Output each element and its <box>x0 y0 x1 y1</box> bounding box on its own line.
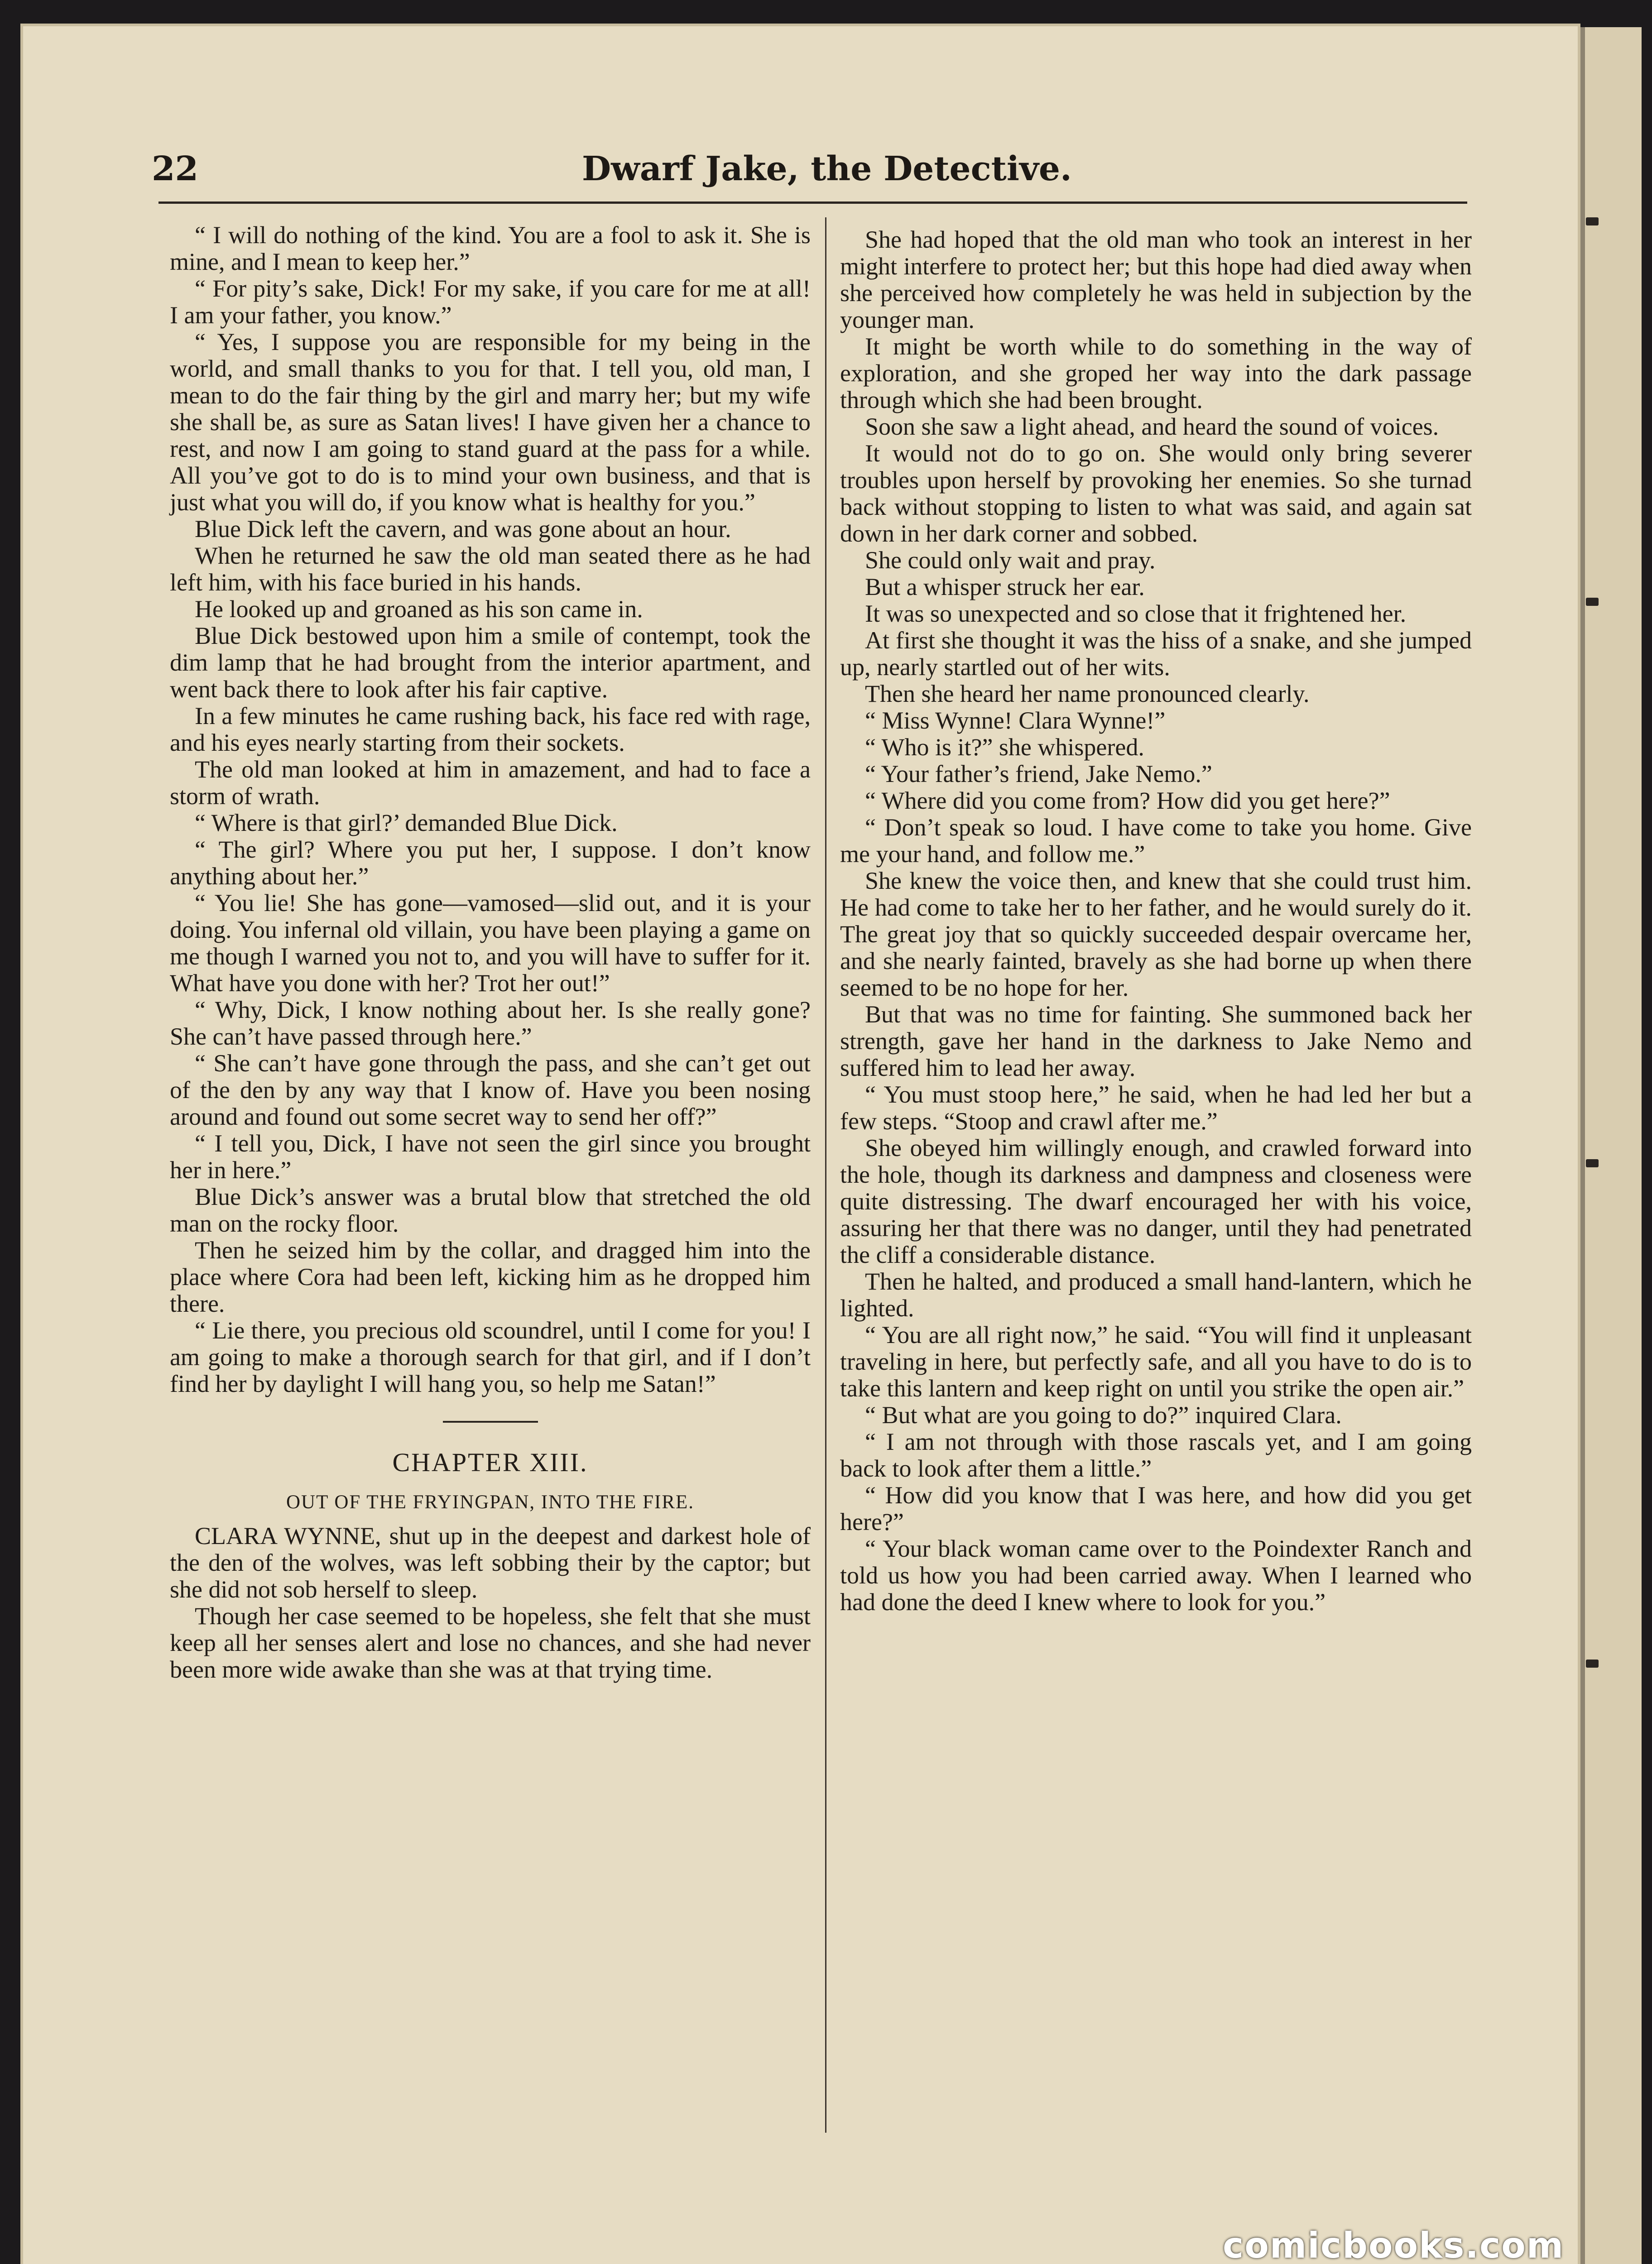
binding-staple <box>1586 1660 1599 1668</box>
paragraph: The old man looked at him in amazement, and had to face a storm of wrath. <box>170 756 811 810</box>
paragraph: “ I will do nothing of the kind. You are a fool to ask it. She is mine, and I mean to keep her.” <box>170 221 811 275</box>
watermark: comicbooks.com <box>1223 2226 1565 2264</box>
running-title: Dwarf Jake, the Detective. <box>582 149 1072 188</box>
header-rule <box>158 201 1467 204</box>
paragraph: Blue Dick bestowed upon him a smile of contempt, took the dim lamp that he had brought from the interior apartment, and went back there to look after his fair captive. <box>170 622 811 703</box>
paragraph: “ I tell you, Dick, I have not seen the girl since you brought her in here.” <box>170 1130 811 1184</box>
paragraph: CLARA WYNNE, shut up in the deepest and darkest hole of the den of the wolves, was left sobbing their by the captor; but she did not sob herself to sleep. <box>170 1522 811 1603</box>
paragraph: It was so unexpected and so close that it frightened her. <box>865 600 1407 627</box>
paragraph: Then he seized him by the collar, and dragged him into the place where Cora had been left, kicking him as he dropped him there. <box>170 1237 811 1317</box>
paragraph: “ Miss Wynne! Clara Wynne!” <box>865 707 1166 734</box>
paragraph: Then he halted, and produced a small hand-lantern, which he lighted. <box>840 1268 1472 1322</box>
paragraph: “ Where is that girl?’ demanded Blue Dick. <box>195 809 618 836</box>
paragraph: Blue Dick’s answer was a brutal blow that stretched the old man on the rocky floor. <box>170 1183 811 1237</box>
paragraph: “ Who is it?” she whispered. <box>865 734 1144 761</box>
paragraph: Then she heard her name pronounced clearly. <box>865 680 1310 707</box>
binding-staple <box>1586 217 1599 225</box>
paragraph: “ Why, Dick, I know nothing about her. Is she really gone? She can’t have passed through here.” <box>170 996 811 1050</box>
paragraph: “ Don’t speak so loud. I have come to take you home. Give me your hand, and follow me.” <box>840 814 1472 868</box>
paragraph: “ Yes, I suppose you are responsible for my being in the world, and small thanks to you for that. I tell you, old man, I mean to do the fair thing by the girl and marry her; but my wife she shall be, as sure as Satan lives! I have given her a chance to rest, and now I am going to stand guard at the pass for a while. All you’ve got to do is to mind your own business, and that is just what you will do, if you know what is healthy for you.” <box>170 328 811 516</box>
paragraph: Blue Dick left the cavern, and was gone about an hour. <box>195 515 731 542</box>
binding-staple <box>1586 1159 1599 1167</box>
paragraph: She knew the voice then, and knew that she could trust him. He had come to take her to her father, and he would surely do it. The great joy that so quickly succeeded despair overcame her, and she nearly fainted, bravely as she had borne up when there seemed to be no hope for her. <box>840 867 1472 1001</box>
binding-staple <box>1586 598 1599 606</box>
paragraph: In a few minutes he came rushing back, his face red with rage, and his eyes nearly starting from their sockets. <box>170 702 811 756</box>
paragraph: When he returned he saw the old man seated there as he had left him, with his face buried in his hands. <box>170 542 811 596</box>
paragraph: “ You lie! She has gone—vamosed—slid out, and it is your doing. You infernal old villain, you have been playing a game on me though I warned you not to, and you will have to suffer for it. What have you done with her? Trot her out!” <box>170 889 811 997</box>
paragraph: She obeyed him willingly enough, and crawled forward into the hole, though its darkness and dampness and closeness were quite distressing. The dwarf encouraged her with his voice, assuring her that there was no danger, until they had penetrated the cliff a considerable distance. <box>840 1134 1472 1268</box>
paragraph: It would not do to go on. She would only bring severer troubles upon herself by provoking her enemies. So she turnad back without stopping to listen to what was said, and again sat down in her dark corner and sobbed. <box>840 440 1472 547</box>
left-column <box>170 222 811 1683</box>
paragraph: She could only wait and pray. <box>865 547 1156 574</box>
paragraph: Though her case seemed to be hopeless, she felt that she must keep all her senses alert and lose no chances, and she had never been more wide awake than she was at that trying time. <box>170 1602 811 1683</box>
paragraph: She had hoped that the old man who took an interest in her might interfere to protect her; but this hope had died away when she perceived how completely he was held in subjection by the younger man. <box>840 226 1472 333</box>
paragraph: “ For pity’s sake, Dick! For my sake, if you care for me at all! I am your father, you know.” <box>170 275 811 329</box>
paragraph: It might be worth while to do something in the way of exploration, and she groped her way into the dark passage through which she had been brought. <box>840 333 1472 413</box>
chapter-title: CHAPTER XIII. <box>392 1448 588 1477</box>
page-number: 22 <box>152 149 198 188</box>
page-header <box>0 0 1560 195</box>
next-page-edge <box>1580 27 1642 2264</box>
paragraph: “ Where did you come from? How did you get here?” <box>865 787 1390 814</box>
paragraph: “ You must stoop here,” he said, when he had led her but a few steps. “Stoop and crawl after me.” <box>840 1081 1472 1135</box>
paragraph: But a whisper struck her ear. <box>865 573 1145 600</box>
paragraph: “ I am not through with those rascals yet, and I am going back to look after them a little.” <box>840 1428 1472 1482</box>
column-rule <box>825 217 826 2133</box>
right-column <box>840 226 1472 1616</box>
paragraph: He looked up and groaned as his son came in. <box>195 595 643 623</box>
chapter-divider <box>443 1421 538 1423</box>
chapter-subtitle: OUT OF THE FRYINGPAN, INTO THE FIRE. <box>286 1492 695 1513</box>
paragraph: “ How did you know that I was here, and how did you get here?” <box>840 1482 1472 1535</box>
paragraph: “ She can’t have gone through the pass, and she can’t get out of the den by any way that I know of. Have you been nosing around and found out some secret way to send her off?” <box>170 1050 811 1130</box>
paragraph: “ You are all right now,” he said. “You will find it unpleasant traveling in here, but perfectly safe, and all you have to do is to take this lantern and keep right on until you strike the open air.” <box>840 1321 1472 1402</box>
paragraph: “ Lie there, you precious old scoundrel, until I come for you! I am going to make a thorough search for that girl, and if I don’t find her by daylight I will hang you, so help me Satan!” <box>170 1317 811 1397</box>
paragraph: “ Your black woman came over to the Poindexter Ranch and told us how you had been carried away. When I learned who had done the deed I knew where to look for you.” <box>840 1535 1472 1616</box>
paragraph: “ Your father’s friend, Jake Nemo.” <box>865 760 1212 787</box>
paragraph: But that was no time for fainting. She summoned back her strength, gave her hand in the darkness to Jake Nemo and suffered him to lead her away. <box>840 1001 1472 1081</box>
paragraph: “ But what are you going to do?” inquired Clara. <box>865 1401 1342 1429</box>
paragraph: Soon she saw a light ahead, and heard the sound of voices. <box>865 413 1439 440</box>
paragraph: “ The girl? Where you put her, I suppose. I don’t know anything about her.” <box>170 836 811 890</box>
paragraph: At first she thought it was the hiss of a snake, and she jumped up, nearly startled out of her wits. <box>840 627 1472 681</box>
